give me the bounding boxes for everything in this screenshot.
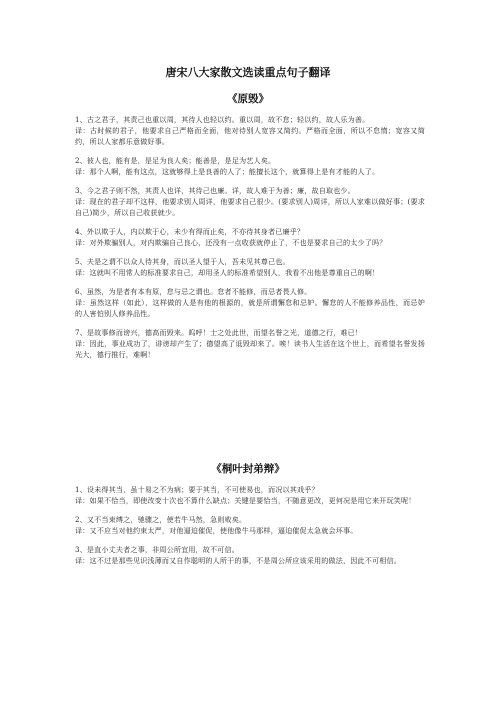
- list-item: [75, 185, 425, 218]
- list-item: [75, 226, 425, 248]
- translation-text: 译：如果不恰当，即使改变十次也不算什么缺点；关键是要恰当，不随意更改，更何况是用它来开玩笑呢！: [75, 496, 416, 505]
- list-item: [75, 327, 425, 360]
- original-sentence: 3、是直小丈夫者之事，非周公所宜用，故不可信。: [75, 545, 240, 554]
- translation-text: 译：这就叫不用常人的标准要求自己，却用圣人的标准希望别人，我看不出他是尊重自己的啊！: [75, 268, 380, 277]
- original-sentence: 1、设未得其当，虽十易之不为病；要于其当，不可使易也，而况以其戏乎？: [75, 485, 319, 494]
- original-sentence: 5、夫是之谓不以众人待其身，而以圣人望于人，吾未见其尊己也。: [75, 257, 290, 266]
- original-sentence: 4、外以欺于人，内以欺于心，未少有得而止矣，不亦待其身者已廉乎？: [75, 227, 305, 236]
- original-sentence: 7、是故事修而谤兴，德高而毁来。呜呼！士之处此世，而望名誉之光，道德之行，难已！: [75, 328, 363, 337]
- list-item: [75, 514, 425, 536]
- document-title: 唐宋八大家散文选读重点句子翻译: [165, 66, 331, 79]
- list-item: [75, 155, 425, 177]
- translation-text: 译：又不应当对他约束太严，对他逼迫催促，使他像牛马那样，逼迫催促太急就会坏事。: [75, 526, 358, 535]
- translation-text: 译：因此，事业成功了，诽谤却产生了；德望高了诋毁却来了。唉！读书人生活在这个世上，而希望名誉发扬光大，德行推行，难啊！: [75, 339, 425, 359]
- list-item: [75, 114, 425, 147]
- section-title-yuanhui: 《原毁》: [227, 93, 269, 105]
- original-sentence: 2、又不当束缚之，驰骤之，使若牛马然，急则败矣。: [75, 515, 247, 524]
- list-item: [75, 256, 425, 278]
- original-sentence: 2、彼人也，能有是，是足为良人矣；能善是，是足为艺人矣。: [75, 156, 276, 165]
- translation-text: 译：那个人啊，能有这点，这就够得上是良善的人了；能擅长这个，就算得上是有才能的人了。: [75, 167, 380, 176]
- translation-text: 译：这不过是那些见识浅薄而又自作聪明的人所干的事，不是周公所应该采用的做法，因此不可相信。: [75, 556, 401, 565]
- section-tongye-items: [75, 484, 425, 574]
- section-yuanhui-items: [75, 114, 425, 368]
- list-item: [75, 286, 425, 319]
- original-sentence: 6、虽然，为是者有本有原，怠与忌之谓也。怠者不能修，而忌者畏人修。: [75, 287, 312, 296]
- original-sentence: 3、今之君子则不然，其责人也详，其待己也廉。详，故人难于为善；廉，故自取也少。: [75, 186, 355, 195]
- translation-text: 译：虽然这样（如此），这样做的人是有他的根源的，就是所谓懈怠和忌妒。懈怠的人不能修养品性，而忌妒的人害怕别人修养品性。: [75, 298, 425, 318]
- translation-text: 译：古时候的君子，他要求自己严格而全面，他对待别人宽容又简约。严格而全面，所以不怠惰；宽容又简约，所以人家都乐意做好事。: [75, 126, 425, 146]
- translation-text: 译：对外欺骗别人，对内欺骗自己良心，还没有一点收获就停止了，不也是要求自己的太少了吗？: [75, 238, 387, 247]
- original-sentence: 1、古之君子，其责己也重以周，其待人也轻以约。重以周，故不怠；轻以约，故人乐为善。: [75, 115, 370, 124]
- list-item: [75, 544, 425, 566]
- list-item: [75, 484, 425, 506]
- section-title-tongye: 《桐叶封弟辩》: [211, 463, 285, 475]
- translation-text: 译：现在的君子却不这样，他要求别人周详，他要求自己很少。(要求别人)周详，所以人家难以做好事；(要求自己)简少，所以自己收获就少。: [75, 197, 425, 217]
